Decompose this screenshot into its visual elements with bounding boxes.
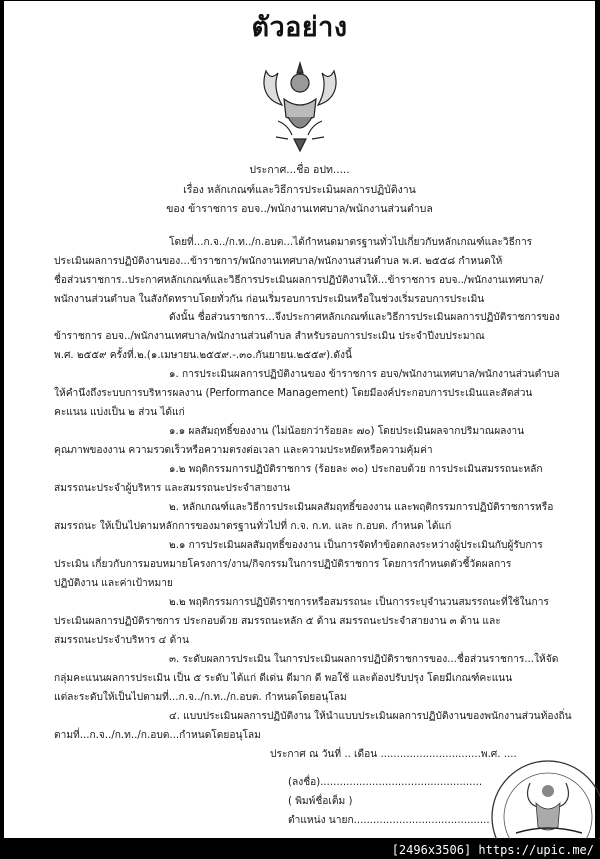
clause-2: [54, 498, 569, 536]
clause-3: [54, 650, 569, 707]
text-line: โดยที่...ก.จ../ก.ท../ก.อบต...ได้กำหนดมาตรฐานทั่วไปเกี่ยวกับหลักเกณฑ์และวิธีการ: [169, 237, 533, 248]
announcement-line: ประกาศ...ชื่อ อปท.....: [249, 164, 350, 176]
text-line: ๔. แบบประเมินผลการปฏิบัติงาน ให้นำแบบประเมินผลการปฏิบัติงานของพนักงานส่วนท้องถิ่น: [169, 711, 572, 722]
clause-2-2: [54, 593, 569, 650]
text-line: พ.ศ. ๒๕๕๙ ครั้งที่.๒.(๑.เมษายน.๒๕๕๙.-.๓๐.กันยายน.๒๕๕๙).ดังนี้: [54, 350, 352, 361]
text-line: ๑.๒ พฤติกรรมการปฏิบัติราชการ (ร้อยละ ๓๐) ประกอบด้วย การประเมินสมรรถนะหลัก: [169, 464, 543, 475]
text-line: ๓. ระดับผลการประเมิน ในการประเมินผลการปฏิบัติราชการของ...ชื่อส่วนราชการ...ให้จัด: [169, 654, 559, 665]
position-line: ตำแหน่ง นายก..........................................: [288, 815, 490, 826]
clause-2-1: [54, 536, 569, 593]
paragraph-intro: [54, 233, 569, 309]
text-line: ข้าราชการ อบจ../พนักงานเทศบาล/พนักงานส่วนตำบล สำหรับรอบการประเมิน ประจำปีงบประมาณ: [54, 331, 485, 342]
text-line: ๑.๑ ผลสัมฤทธิ์ของงาน (ไม่น้อยกว่าร้อยละ ๗๐) โดยประเมินผลจากปริมาณผลงาน: [169, 426, 525, 437]
text-line: กลุ่มคะแนนผลการประเมิน เป็น ๕ ระดับ ได้แก่ ดีเด่น ดีมาก ดี พอใช้ และต้องปรับปรุง โดยมีเกณฑ์คะแนน: [54, 673, 513, 684]
text-line: สมรรถนะ ให้เป็นไปตามหลักการของมาตรฐานทั่วไปที่ ก.จ. ก.ท. และ ก.อบต. กำหนด ได้แก่: [54, 521, 452, 532]
document-page: [4, 1, 595, 838]
paragraph-therefore: [54, 308, 569, 365]
clause-4: [54, 707, 572, 745]
text-line: ชื่อส่วนราชการ..ประกาศหลักเกณฑ์และวิธีการประเมินผลการปฏิบัติงานให้...ข้าราชการ อบจ../พนักงานเทศบาล/: [54, 275, 544, 286]
seal-icon: [482, 753, 600, 839]
clause-1-1: [54, 422, 569, 460]
text-line: ๒.๒ พฤติกรรมการปฏิบัติราชการหรือสมรรถนะ เป็นการระบุจำนวนสมรรถนะที่ใช้ในการ: [169, 597, 549, 608]
of-whom-line: ของ ข้าราชการ อบจ../พนักงานเทศบาล/พนักงานส่วนตำบล: [166, 203, 433, 215]
signature-line: (ลงชื่อ)..................................................: [288, 777, 483, 788]
text-line: สมรรถนะประจำบริหาร ๔ ด้าน: [54, 635, 189, 646]
date-line: ประกาศ ณ วันที่ .. เดือน ...............................พ.ศ. ....: [270, 749, 517, 760]
text-line: ประเมินผลการปฏิบัติราชการ ประกอบด้วย สมรรถนะหลัก ๕ ด้าน สมรรถนะประจำสายงาน ๓ ด้าน และ: [54, 616, 501, 627]
text-line: แต่ละระดับให้เป็นไปตามที่...ก.จ../ก.ท../ก.อบต. กำหนดโดยอนุโลม: [54, 692, 347, 703]
text-line: ตามที่...ก.จ../ก.ท../ก.อบต...กำหนดโดยอนุโลม: [54, 730, 261, 741]
text-line: ให้คำนึงถึงระบบการบริหารผลงาน (Performance Management) โดยมีองค์ประกอบการประเมินและสัดส่วน: [54, 388, 533, 399]
clause-1-2: [54, 460, 569, 498]
text-line: สมรรถนะประจำผู้บริหาร และสมรรถนะประจำสายงาน: [54, 483, 291, 494]
text-line: ดังนั้น ชื่อส่วนราชการ...จึงประกาศหลักเกณฑ์และวิธีการประเมินผลการปฏิบัติราชการของ: [169, 312, 560, 323]
image-size-watermark: [2496x3506] https://upic.me/: [391, 843, 594, 857]
clause-1: [54, 365, 569, 422]
text-line: พนักงานส่วนตำบล ในสังกัดทราบโดยทั่วกัน ก่อนเริ่มรอบการประเมินหรือในช่วงเริ่มรอบการประเมิน: [54, 294, 485, 305]
text-line: ๒.๑ การประเมินผลสัมฤทธิ์ของงาน เป็นการจัดทำข้อตกลงระหว่างผู้ประเมินกับผู้รับการ: [169, 540, 543, 551]
text-line: คะแนน แบ่งเป็น ๒ ส่วน ได้แก่: [54, 407, 185, 418]
garuda-emblem-icon: [258, 59, 342, 153]
official-seal: [482, 753, 600, 839]
text-line: ประเมิน เกี่ยวกับการมอบหมายโครงการ/งาน/กิจกรรมในการปฏิบัติราชการ โดยการกำหนดตัวชี้วัดผลการ: [54, 559, 512, 570]
text-line: ๒. หลักเกณฑ์และวิธีการประเมินผลสัมฤทธิ์ของงาน และพฤติกรรมการปฏิบัติราชการหรือ: [169, 502, 554, 513]
text-line: ๑. การประเมินผลการปฏิบัติงานของ ข้าราชการ อบจ/พนักงานเทศบาล/พนักงานส่วนตำบล: [169, 369, 560, 380]
sample-label: ตัวอย่าง: [251, 12, 348, 43]
text-line: ประเมินผลการปฏิบัติงานของ...ข้าราชการ/พนักงานเทศบาล/พนักงานส่วนตำบล พ.ศ. ๒๕๕๘ กำหนดให้: [54, 256, 503, 267]
full-name-line: ( พิมพ์ชื่อเต็ม ): [288, 796, 353, 807]
text-line: ปฏิบัติงาน และค่าเป้าหมาย: [54, 578, 173, 589]
subject-line: เรื่อง หลักเกณฑ์และวิธีการประเมินผลการปฏิบัติงาน: [183, 184, 416, 196]
text-line: คุณภาพของงาน ความรวดเร็วหรือความตรงต่อเวลา และความประหยัดหรือความคุ้มค่า: [54, 445, 433, 456]
